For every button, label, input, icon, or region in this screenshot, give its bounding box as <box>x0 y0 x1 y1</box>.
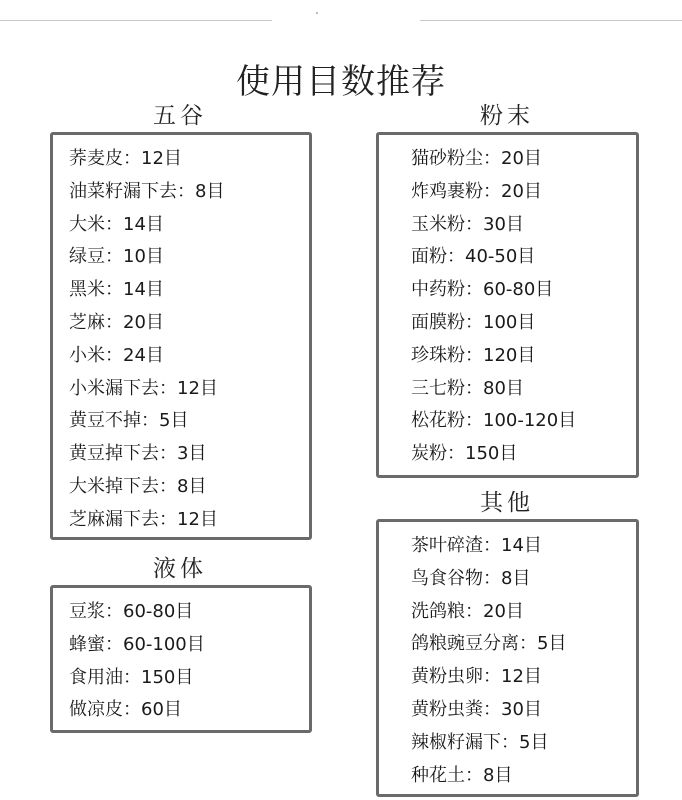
list-item: 鸽粮豌豆分离：5目 <box>411 633 567 655</box>
list-item: 豆浆：60-80目 <box>69 601 194 622</box>
list-item: 鸟食谷物：8目 <box>411 567 531 589</box>
list-item: 中药粉：60-80目 <box>411 279 554 301</box>
fenmo-box <box>376 132 639 478</box>
wugu-list <box>69 143 309 537</box>
list-item: 辣椒籽漏下：5目 <box>411 731 549 753</box>
section-title-fenmo: 粉末 <box>480 103 534 129</box>
list-item: 面粉：40-50目 <box>411 246 536 268</box>
list-item: 小米：24目 <box>69 344 164 366</box>
list-item: 绿豆：10目 <box>69 246 164 268</box>
qita-box <box>376 519 639 797</box>
list-item: 种花土：8目 <box>411 764 513 786</box>
top-divider-left <box>0 20 272 21</box>
list-item: 黄粉虫粪：30目 <box>411 698 542 720</box>
page-title: 使用目数推荐 <box>236 62 446 102</box>
list-item: 炭粉：150目 <box>411 443 518 465</box>
list-item: 黑米：14目 <box>69 279 164 301</box>
list-item: 面膜粉：100目 <box>411 311 536 333</box>
list-item: 洗鸽粮：20目 <box>411 600 524 622</box>
list-item: 大米掉下去：8目 <box>69 475 207 497</box>
list-item: 三七粉：80目 <box>411 377 524 399</box>
wugu-box <box>50 132 312 540</box>
qita-list <box>411 530 636 792</box>
top-dot <box>316 12 318 14</box>
list-item: 松花粉：100-120目 <box>411 410 577 432</box>
list-item: 芝麻漏下去：12目 <box>69 508 218 530</box>
list-item: 油菜籽漏下去：8目 <box>69 180 225 202</box>
list-item: 黄豆不掉：5目 <box>69 410 189 432</box>
yeti-list <box>69 596 309 727</box>
list-item: 大米：14目 <box>69 213 164 235</box>
fenmo-list <box>411 143 636 471</box>
list-item: 茶叶碎渣：14目 <box>411 535 542 556</box>
section-title-wugu: 五谷 <box>153 103 207 129</box>
list-item: 黄豆掉下去：3目 <box>69 443 207 465</box>
section-title-qita: 其他 <box>480 490 534 516</box>
list-item: 小米漏下去：12目 <box>69 377 218 399</box>
list-item: 蜂蜜：60-100目 <box>69 633 205 655</box>
list-item: 黄粉虫卵：12目 <box>411 666 542 688</box>
list-item: 荞麦皮：12目 <box>69 148 182 169</box>
list-item: 食用油：150目 <box>69 666 194 688</box>
list-item: 炸鸡裹粉：20目 <box>411 180 542 202</box>
list-item: 玉米粉：30目 <box>411 213 524 235</box>
list-item: 猫砂粉尘：20目 <box>411 148 542 169</box>
list-item: 芝麻：20目 <box>69 311 164 333</box>
yeti-box <box>50 585 312 733</box>
section-title-yeti: 液体 <box>153 556 207 582</box>
list-item: 做凉皮：60目 <box>69 699 182 721</box>
list-item: 珍珠粉：120目 <box>411 344 536 366</box>
top-divider-right <box>420 20 682 21</box>
